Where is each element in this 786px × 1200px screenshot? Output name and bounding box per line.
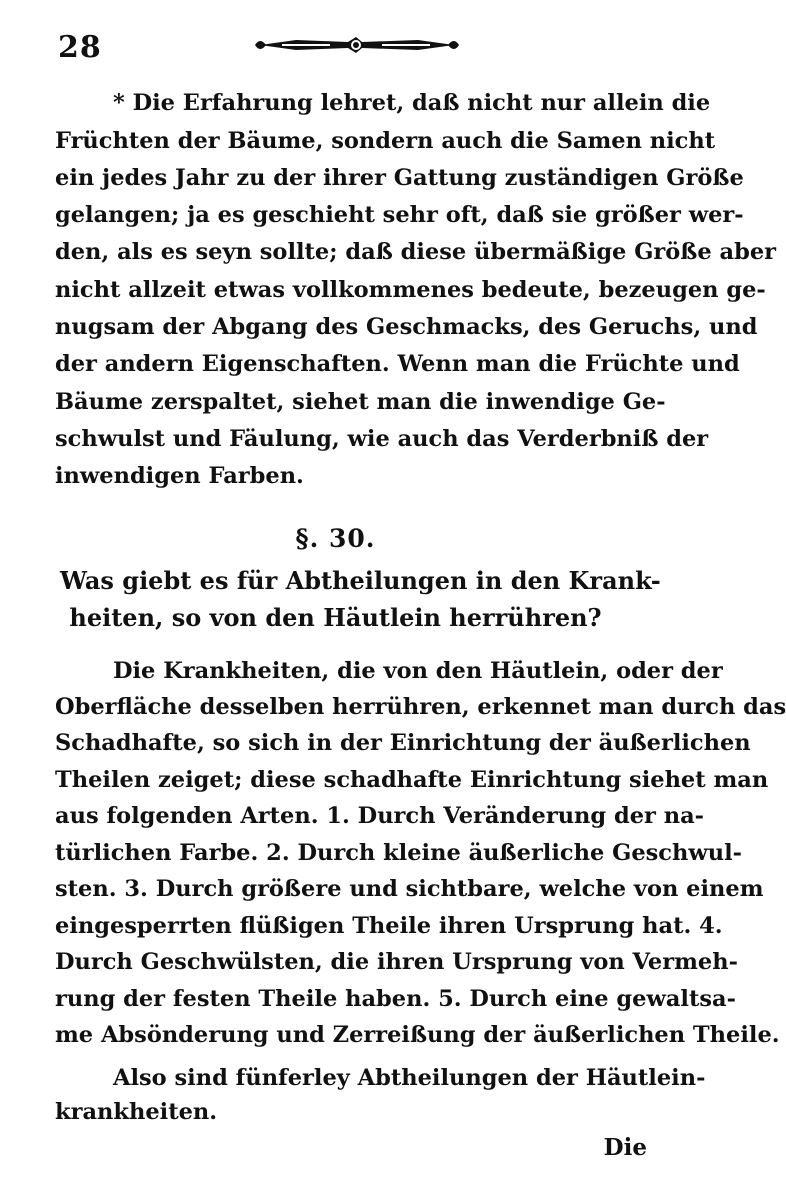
footnote-line-7: nugsam der Abgang des Geschmacks, des Geruchs, und xyxy=(55,314,758,340)
body-line-2: Oberfläche desselben herrühren, erkennet man durch das xyxy=(55,694,786,720)
section-heading: §. 30. xyxy=(295,524,376,553)
catchword: Die xyxy=(603,1134,647,1161)
footnote-line-11: inwendigen Farben. xyxy=(55,463,304,489)
footnote-line-3: ein jedes Jahr zu der ihrer Gattung zuständigen Größe xyxy=(55,165,744,191)
decorative-ornament xyxy=(252,30,462,60)
footnote-line-8: der andern Eigenschaften. Wenn man die Früchte und xyxy=(55,351,740,377)
body-line-6: türlichen Farbe. 2. Durch kleine äußerliche Geschwul- xyxy=(55,840,742,866)
footnote-line-9: Bäume zerspaltet, siehet man die inwendige Ge- xyxy=(55,389,666,415)
body-line-4: Theilen zeiget; diese schadhafte Einrichtung siehet man xyxy=(55,767,769,793)
footnote-line-5: den, als es seyn sollte; daß diese übermäßige Größe aber xyxy=(55,239,776,265)
section-question-line-2: heiten, so von den Häutlein herrühren? xyxy=(69,603,602,632)
body-line-8: eingesperrten flüßigen Theile ihren Ursprung hat. 4. xyxy=(55,913,723,939)
body-line-11: me Absönderung und Zerreißung der äußerlichen Theile. xyxy=(55,1022,780,1048)
body-line-10: rung der festen Theile haben. 5. Durch eine gewaltsa- xyxy=(55,986,736,1012)
body-line-9: Durch Geschwülsten, die ihren Ursprung von Vermeh- xyxy=(55,949,738,975)
footnote-line-1: * Die Erfahrung lehret, daß nicht nur allein die xyxy=(113,90,711,116)
section-question-line-1: Was giebt es für Abtheilungen in den Krank- xyxy=(60,566,661,595)
footnote-line-10: schwulst und Fäulung, wie auch das Verderbniß der xyxy=(55,426,709,452)
body-line-7: sten. 3. Durch größere und sichtbare, welche von einem xyxy=(55,876,764,902)
body-line-5: aus folgenden Arten. 1. Durch Veränderung der na- xyxy=(55,803,704,829)
page-number: 28 xyxy=(58,30,102,65)
footnote-line-2: Früchten der Bäume, sondern auch die Samen nicht xyxy=(55,128,716,154)
closing-line-1: Also sind fünferley Abtheilungen der Häutlein- xyxy=(113,1065,706,1091)
body-line-1: Die Krankheiten, die von den Häutlein, oder der xyxy=(113,658,723,684)
footnote-line-6: nicht allzeit etwas vollkommenes bedeute, bezeugen ge- xyxy=(55,277,766,303)
body-line-3: Schadhafte, so sich in der Einrichtung der äußerlichen xyxy=(55,730,751,756)
closing-line-2: krankheiten. xyxy=(55,1099,218,1125)
footnote-line-4: gelangen; ja es geschieht sehr oft, daß sie größer wer- xyxy=(55,202,744,228)
